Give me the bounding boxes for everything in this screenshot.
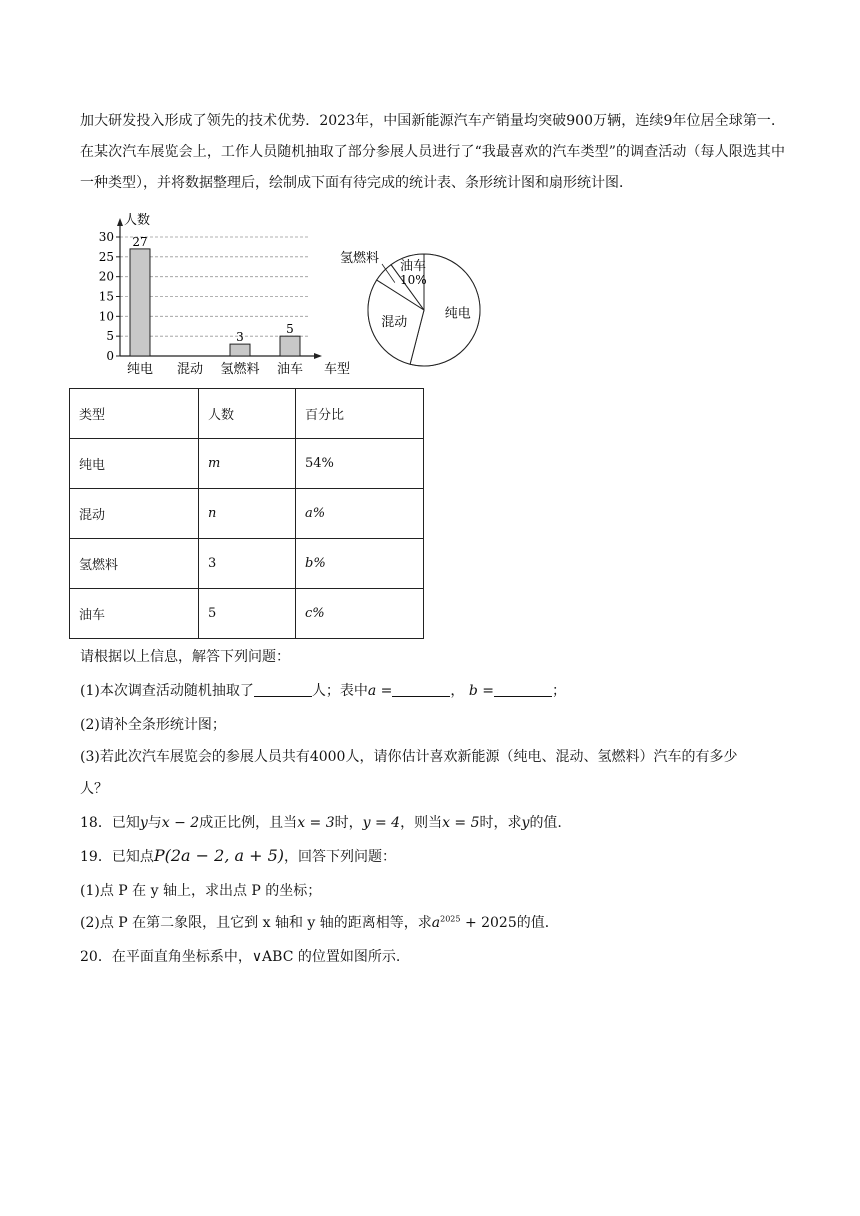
y-tick-label: 10: [98, 309, 114, 324]
table-cell: a%: [296, 489, 424, 539]
q17-part1: [80, 680, 566, 700]
point-p: P(2a − 2, a + 5): [153, 846, 285, 865]
table-row: [70, 489, 424, 539]
table-cell: b%: [296, 539, 424, 589]
y-axis-label: 人数: [124, 213, 151, 228]
q19-part2-end: 的值．: [516, 915, 559, 931]
answer-blank-a[interactable]: [392, 682, 450, 697]
cond-x-5: x = 5: [442, 815, 480, 831]
pie-slice-label: 氢燃料: [340, 251, 380, 266]
y-axis-arrow: [117, 218, 123, 226]
pie-slice-value: 10%: [400, 273, 427, 287]
question-18: [80, 812, 562, 832]
var-y: y: [521, 815, 530, 831]
answer-blank-total[interactable]: [254, 682, 312, 697]
expr-x-minus-2: x − 2: [161, 815, 200, 831]
question-19: [80, 846, 396, 866]
bar-data-label: 27: [132, 234, 148, 249]
x-category-label: 油车: [276, 362, 304, 377]
table-cell: 类型: [70, 389, 199, 439]
q19-part2-text: (2)点 P 在第二象限，且它到 x 轴和 y 轴的距离相等，求: [80, 915, 432, 931]
table-cell: 混动: [70, 489, 199, 539]
q17-part3: (3)若此次汽车展览会的参展人员共有4000人，请你估计喜欢新能源（纯电、混动、氢燃料）汽车的有多少: [80, 749, 738, 765]
table-cell: 氢燃料: [70, 539, 199, 589]
question-20: 20．在平面直角坐标系中，∨ABC 的位置如图所示.: [80, 949, 401, 965]
y-tick-label: 15: [98, 289, 114, 304]
q18-text: 的值.: [529, 815, 562, 831]
y-tick-label: 5: [106, 329, 114, 344]
table-cell: 百分比: [296, 389, 424, 439]
eq-sign-a: =: [380, 683, 393, 699]
q17-part1-mid: 人；表中: [311, 683, 368, 699]
bar-data-label: 3: [236, 330, 244, 345]
q18-text: ，则当: [400, 815, 443, 831]
q17-part2: (2)请补全条形统计图；: [80, 717, 226, 733]
semicolon: ；: [552, 683, 566, 699]
cond-y-4: y = 4: [362, 815, 401, 831]
table-cell: 3: [199, 539, 296, 589]
var-y: y: [139, 815, 148, 831]
var-b: b: [468, 683, 478, 699]
table-cell: m: [199, 439, 296, 489]
bar: [230, 344, 250, 356]
q17-lead: 请根据以上信息，解答下列问题：: [80, 649, 290, 665]
q18-text: 时，求: [479, 815, 522, 831]
statistics-table: [69, 388, 424, 639]
eq-sign-b: =: [482, 683, 494, 699]
q19-part1: (1)点 P 在 y 轴上，求出点 P 的坐标；: [80, 883, 322, 899]
table-cell: 纯电: [70, 439, 199, 489]
pie-chart: [336, 240, 496, 370]
q19-tail: ，回答下列问题：: [284, 849, 397, 865]
exponent: 2025: [440, 914, 461, 924]
y-tick-label: 0: [106, 349, 114, 363]
cond-x-3: x = 3: [297, 815, 335, 831]
q18-number: 18．已知: [80, 815, 140, 831]
y-tick-label: 20: [98, 269, 114, 284]
intro-paragraph: 加大研发投入形成了领先的技术优势．2023年，中国新能源汽车产销量均突破900万辆，连续9年位居全球第一．在某次汽车展览会上，工作人员随机抽取了部分参展人员进行了“我最喜欢的汽车类型”的调查活动（每人限选其中一种类型），并将数据整理后，绘制成下面有待完成的统计表、条形统计图和扇形统计图．: [80, 113, 785, 191]
x-category-label: 纯电: [126, 362, 154, 377]
x-axis-arrow: [314, 353, 322, 359]
x-category-label: 氢燃料: [220, 362, 260, 377]
q17-part3-cont: 人？: [80, 781, 108, 797]
plus-2025: + 2025: [464, 915, 517, 931]
q19-head: 19．已知点: [80, 849, 154, 865]
x-axis-label: 车型: [324, 362, 351, 377]
comma: ，: [450, 683, 465, 699]
x-category-label: 混动: [176, 362, 204, 377]
table-cell: 油车: [70, 589, 199, 639]
y-tick-label: 30: [98, 230, 114, 244]
q19-part2: [80, 912, 559, 932]
table-cell: c%: [296, 589, 424, 639]
bar: [130, 249, 150, 356]
var-a: a: [431, 915, 441, 931]
q17-part1-text: (1)本次调查活动随机抽取了: [80, 683, 254, 699]
y-tick-label: 25: [98, 249, 114, 264]
q18-text: 与: [147, 815, 162, 831]
var-a: a: [367, 683, 377, 699]
answer-blank-b[interactable]: [494, 682, 552, 697]
pie-slice-label: 混动: [381, 314, 408, 330]
pie-slice-label: 油车: [400, 259, 427, 274]
pie-slice-label: 纯电: [444, 306, 471, 322]
bar-data-label: 5: [286, 322, 294, 337]
table-row: [70, 389, 424, 439]
bar: [280, 336, 300, 356]
table-cell: 人数: [199, 389, 296, 439]
q18-text: 成正比例，且当: [199, 815, 298, 831]
q18-text: 时，: [334, 815, 363, 831]
bar-chart: [86, 210, 351, 382]
table-row: [70, 539, 424, 589]
table-cell: 54%: [296, 439, 424, 489]
table-cell: 5: [199, 589, 296, 639]
table-row: [70, 589, 424, 639]
table-cell: n: [199, 489, 296, 539]
table-row: [70, 439, 424, 489]
